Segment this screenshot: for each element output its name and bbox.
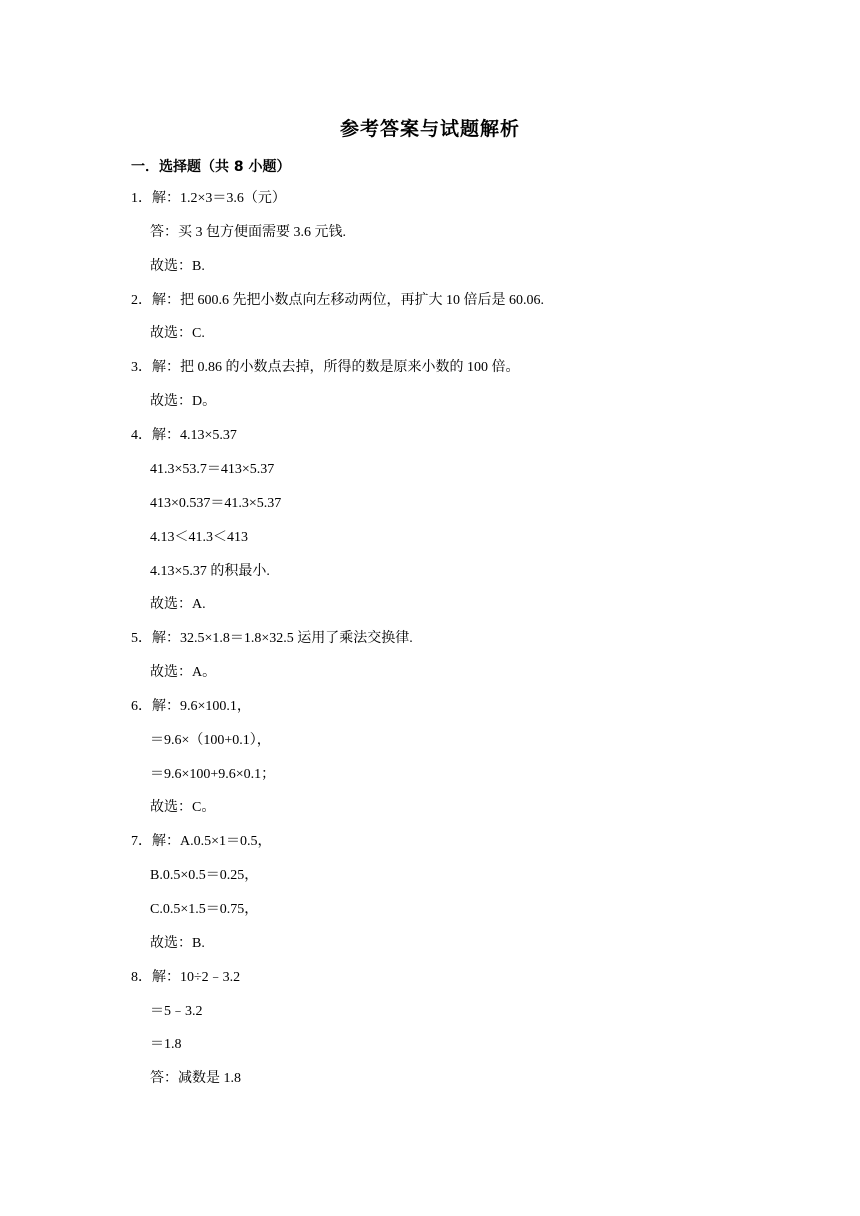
answer-line: 故选：C. xyxy=(150,326,205,341)
answer-line: ＝5﹣3.2 xyxy=(150,1004,203,1019)
answer-line: 413×0.537＝41.3×5.37 xyxy=(150,496,282,511)
answer-line: 故选：C。 xyxy=(150,800,216,815)
answer-line: C.0.5×1.5＝0.75， xyxy=(150,902,259,917)
answer-line: 答：买 3 包方便面需要 3.6 元钱. xyxy=(150,225,346,240)
page-title: 参考答案与试题解析 xyxy=(339,118,520,140)
section-heading: 一．选择题（共 8 小题） xyxy=(131,159,291,175)
answer-line: 3．解：把 0.86 的小数点去掉，所得的数是原来小数的 100 倍。 xyxy=(131,360,520,375)
answer-line: 4.13＜41.3＜413 xyxy=(150,530,248,545)
answer-line: 故选：B. xyxy=(150,936,205,951)
answer-line: 故选：B. xyxy=(150,259,205,274)
answer-line: 故选：D。 xyxy=(150,394,217,409)
answer-line: 8．解：10÷2﹣3.2 xyxy=(131,970,241,985)
answer-line: 2．解：把 600.6 先把小数点向左移动两位，再扩大 10 倍后是 60.06. xyxy=(131,293,544,308)
answer-line: 5．解：32.5×1.8＝1.8×32.5 运用了乘法交换律. xyxy=(131,631,413,646)
answer-line: B.0.5×0.5＝0.25， xyxy=(150,868,259,883)
answer-line: 7．解：A.0.5×1＝0.5， xyxy=(131,834,272,849)
answer-line: ＝9.6×（100+0.1）， xyxy=(150,733,271,748)
answer-line: 答：减数是 1.8 xyxy=(150,1071,241,1086)
answer-line: 4．解：4.13×5.37 xyxy=(131,428,237,443)
answer-line: ＝1.8 xyxy=(150,1037,182,1052)
answer-line: 41.3×53.7＝413×5.37 xyxy=(150,462,275,477)
answer-line: 6．解：9.6×100.1， xyxy=(131,699,251,714)
answer-line: 故选：A. xyxy=(150,597,206,612)
answer-line: 故选：A。 xyxy=(150,665,217,680)
answer-line: ＝9.6×100+9.6×0.1； xyxy=(150,767,276,782)
answer-line: 4.13×5.37 的积最小. xyxy=(150,564,270,579)
answer-line: 1．解：1.2×3＝3.6（元） xyxy=(131,191,286,206)
